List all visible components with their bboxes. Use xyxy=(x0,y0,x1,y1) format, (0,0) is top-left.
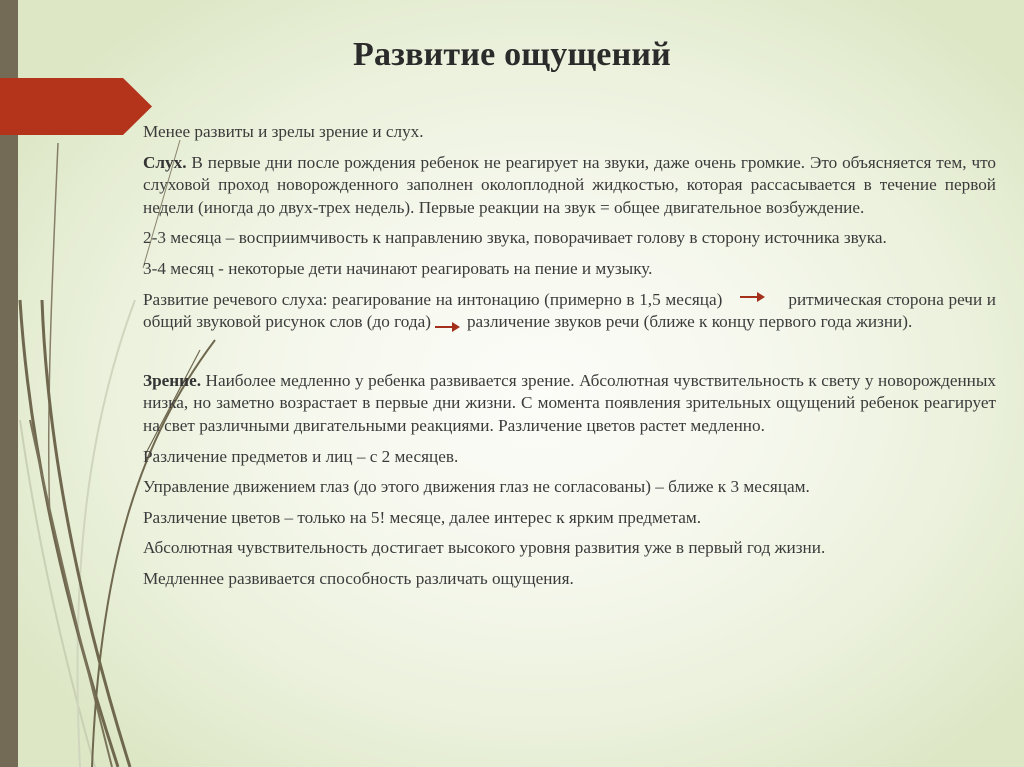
speech-hearing-part2: ритмическая сторона речи и общий звуковой рисунок слов (до года) xyxy=(143,289,996,332)
hearing-label: Слух. xyxy=(143,152,187,172)
speech-hearing-part1: Развитие речевого слуха: реагирование на интонацию (примерно в 1,5 месяца) xyxy=(143,289,723,309)
absolute-sensitivity-paragraph: Абсолютная чувствительность достигает высокого уровня развития уже в первый год жизни. xyxy=(143,538,826,558)
arrow-right-icon xyxy=(740,292,766,302)
hearing-text: В первые дни после рождения ребенок не реагирует на звуки, даже очень громкие. Это объясняется тем, что слуховой проход новорожденного заполнен околоплодной жидкостью, которая рассасывается в течение первой недели (иногда до двух-трех недель). Первые реакции на звук = общее двигательное возбуждение. xyxy=(143,152,996,217)
speech-hearing-paragraph xyxy=(143,289,996,334)
slide-title: Развитие ощущений xyxy=(353,36,671,73)
vision-label: Зрение. xyxy=(143,370,201,390)
discrimination-paragraph: Медленнее развивается способность различать ощущения. xyxy=(143,568,574,588)
colors-paragraph: Различение цветов – только на 5! месяце, далее интерес к ярким предметам. xyxy=(143,507,702,527)
vision-paragraph xyxy=(143,370,996,438)
hearing-paragraph xyxy=(143,152,996,220)
slide-body xyxy=(143,121,996,599)
months-3-4-paragraph: 3-4 месяц - некоторые дети начинают реагировать на пение и музыку. xyxy=(143,258,653,278)
speech-hearing-part3: различение звуков речи (ближе к концу первого года жизни). xyxy=(466,312,913,332)
title-banner-arrow xyxy=(0,78,152,135)
objects-faces-paragraph: Различение предметов и лиц – с 2 месяцев. xyxy=(143,446,459,466)
months-2-3-paragraph: 2-3 месяца – восприимчивость к направлению звука, поворачивает голову в сторону источника звука. xyxy=(143,228,887,248)
eye-control-paragraph: Управление движением глаз (до этого движения глаз не согласованы) – ближе к 3 месяцам. xyxy=(143,477,810,497)
vision-text: Наиболее медленно у ребенка развивается зрение. Абсолютная чувствительность к свету у новорожденных низка, но заметно возрастает в первые дни жизни. С момента появления зрительных ощущений ребенок реагирует на свет различными двигательными реакциями. Различение цветов растет медленно. xyxy=(143,370,996,435)
intro-paragraph: Менее развиты и зрелы зрение и слух. xyxy=(143,122,424,141)
arrow-right-icon xyxy=(435,322,461,332)
